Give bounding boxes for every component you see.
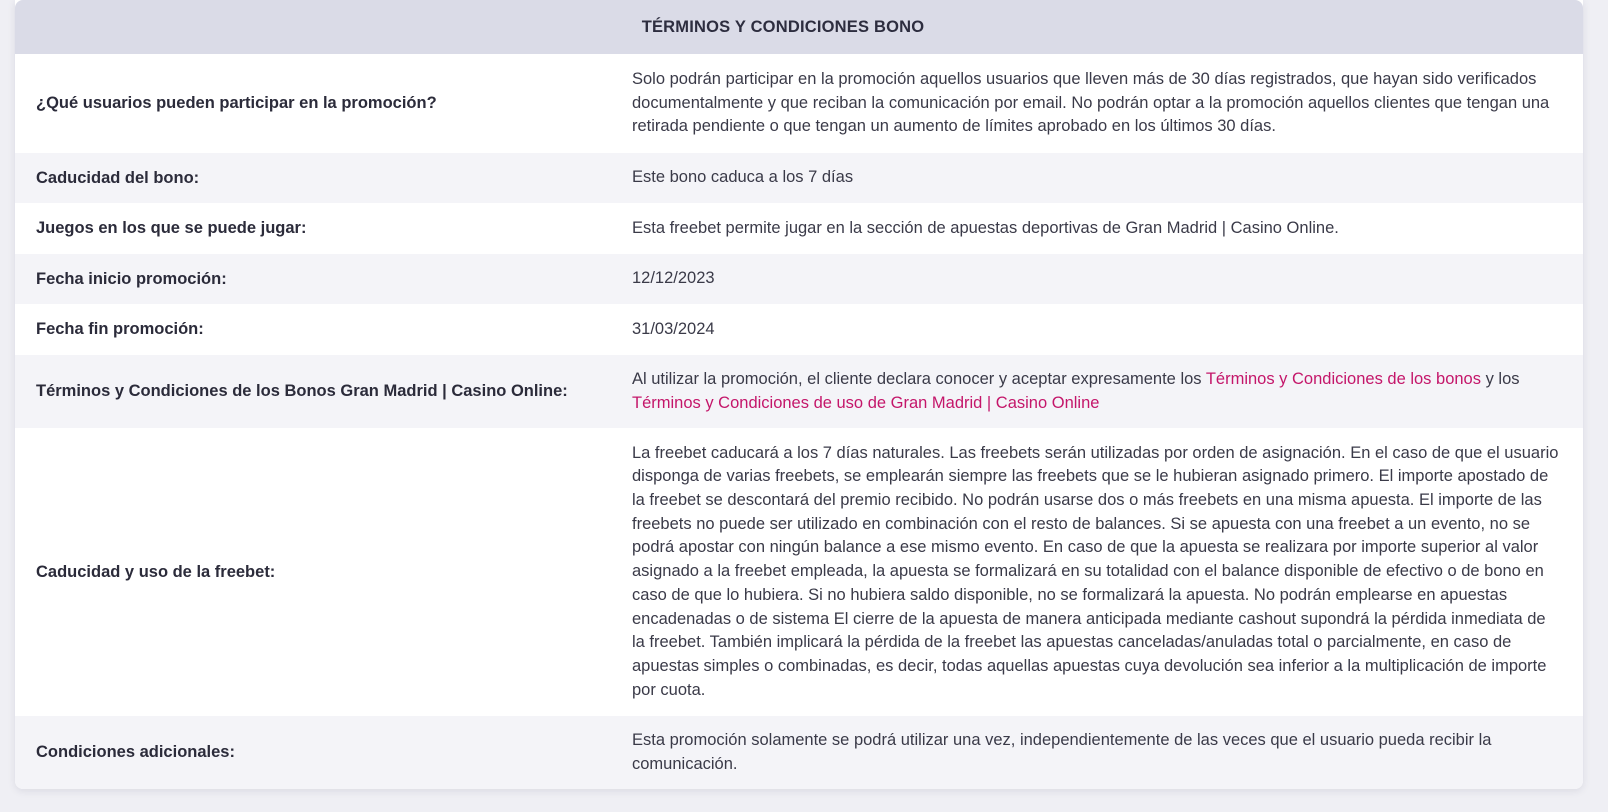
row-value-end-date: 31/03/2024 [632, 319, 715, 338]
row-value-start-date: 12/12/2023 [632, 269, 715, 288]
row-value-terms [632, 368, 1583, 415]
table-row [15, 54, 1583, 153]
table-row [15, 203, 1583, 254]
row-label-start-date: Fecha inicio promoción: [36, 269, 227, 288]
row-label-end-date: Fecha fin promoción: [36, 320, 204, 338]
table-row [15, 716, 1583, 789]
row-value-bonus-expiry: Este bono caduca a los 7 días [632, 168, 854, 187]
table-header [15, 0, 1583, 54]
bonus-terms-link[interactable]: Términos y Condiciones de los bonos [1205, 369, 1481, 388]
table-row [15, 355, 1583, 428]
terms-text-prefix: Al utilizar la promoción, el cliente declara conocer y aceptar expresamente los [632, 369, 1206, 388]
terms-text-middle: y los [1480, 369, 1520, 388]
row-label-terms: Términos y Condiciones de los Bonos Gran Madrid | Casino Online: [36, 382, 568, 400]
table-row [15, 428, 1583, 716]
usage-terms-link[interactable]: Términos y Condiciones de uso de Gran Madrid | Casino Online [632, 393, 1100, 412]
table-row [15, 304, 1583, 355]
row-value-games: Esta freebet permite jugar en la sección de apuestas deportivas de Gran Madrid | Casino Online. [632, 218, 1339, 237]
row-label-additional: Condiciones adicionales: [36, 743, 235, 761]
row-value-additional: Esta promoción solamente se podrá utilizar una vez, independientemente de las veces que el usuario pueda recibir la comunicación. [632, 730, 1492, 773]
table-row [15, 254, 1583, 304]
table-row [15, 153, 1583, 203]
table-title: TÉRMINOS Y CONDICIONES BONO [641, 17, 925, 36]
bonus-terms-table [15, 0, 1583, 789]
row-label-eligibility: ¿Qué usuarios pueden participar en la promoción? [36, 94, 437, 112]
row-label-freebet-usage: Caducidad y uso de la freebet: [36, 562, 276, 581]
row-value-eligibility: Solo podrán participar en la promoción aquellos usuarios que lleven más de 30 días registrados, que hayan sido verificados documentalmente y que reciban la comunicación por email. No podrán optar a la promoción aquellos clientes que tengan una retirada pendiente o que tengan un aumento de límites aprobado en los últimos 30 días. [632, 69, 1550, 136]
row-label-games: Juegos en los que se puede jugar: [36, 219, 307, 237]
row-label-bonus-expiry: Caducidad del bono: [36, 168, 200, 187]
row-value-freebet-usage: La freebet caducará a los 7 días naturales. Las freebets serán utilizadas por orden de asignación. En el caso de que el usuario disponga de varias freebets, se emplearán siempre las freebets que se le hubieran asignado primero. El importe apostado de la freebet se descontará del premio recibido. No podrán usarse dos o más freebets en una misma apuesta. El importe de las freebets no puede ser utilizado en combinación con el resto de balances. Si se apuesta con una freebet a un evento, no se podrá apostar con ningún balance a ese mismo evento. En caso de que la apuesta se realizara por importe superior al valor asignado a la freebet empleada, la apuesta se formalizará en su totalidad con el balance disponible de efectivo o de bono en caso de que lo hubiera. Si no hubiera saldo disponible, no se formalizará la apuesta. No podrán emplearse en apuestas encadenadas o de sistema El cierre de la apuesta de manera anticipada mediante cashout supondrá la pérdida inmediata de la freebet. También implicará la pérdida de la freebet las apuestas canceladas/anuladas total o parcialmente, en caso de apuestas simples o combinadas, es decir, todas aquellas apuestas cuya devolución sea inferior a la multiplicación de importe por cuota. [632, 443, 1559, 699]
